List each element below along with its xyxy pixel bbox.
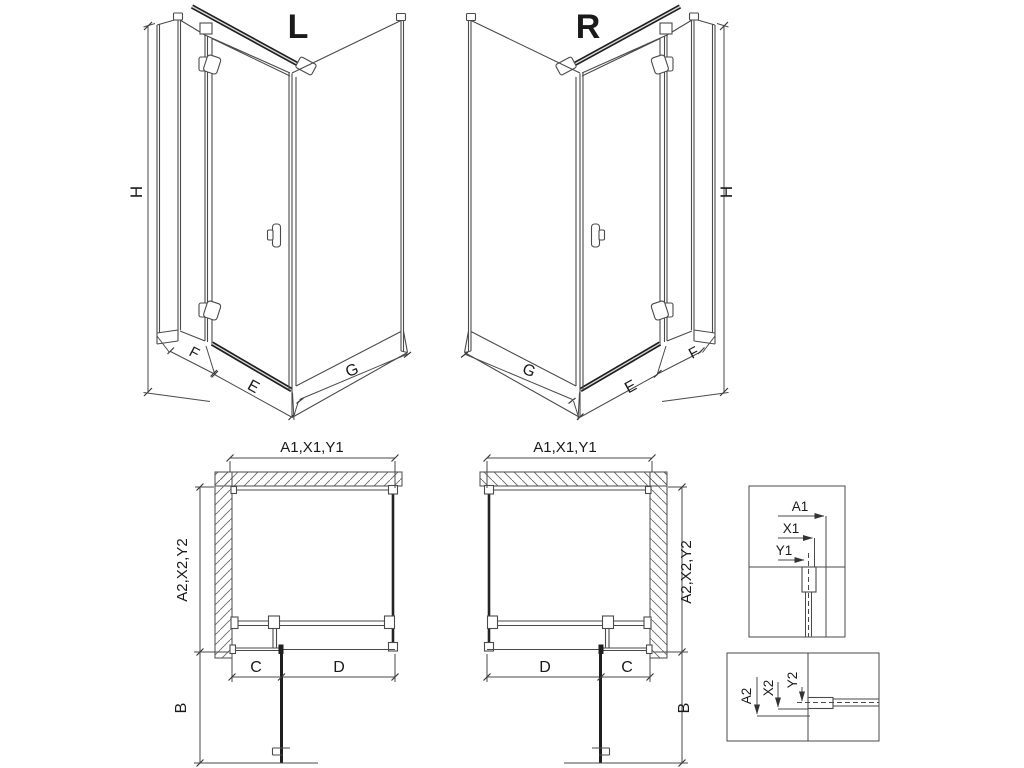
glass-section [806,592,812,637]
dim-label-b: B [676,702,693,714]
dim-label-f: F [685,343,702,363]
dim-label-e: E [622,377,640,398]
dim-label-a1: A1,X1,Y1 [280,439,344,456]
dim-label-f: F [186,343,203,363]
door-open-plan [273,650,291,763]
view-title-right: R [575,8,601,46]
dim-label-e: E [244,377,262,398]
dim-line-f [157,336,215,375]
plan-view-right [402,430,732,768]
side-panel-cap [397,14,406,21]
door-panel [199,35,292,390]
hinge-bottom [199,300,221,320]
detail-label-y1: Y1 [775,543,793,558]
dim-label-h: H [717,185,736,199]
wall-hatch-side [215,472,232,658]
door-handle [273,224,281,247]
bar-tee-connector [269,616,280,629]
dim-line-h [662,24,729,402]
detail-label-x1: X1 [782,521,800,536]
enclosure-plan-geometry [215,472,402,763]
iso-view-left [127,0,440,430]
dim-label-h: H [127,185,146,199]
detail-label-x2: X2 [761,679,776,697]
dim-label-g: G [343,360,362,382]
wall-hatch-top [215,472,402,486]
wall-profile [157,13,205,344]
dim-label-d: D [539,659,551,676]
enclosure-3d-geometry-mirrored [465,7,716,418]
dim-label-b: B [173,702,190,714]
bar-bracket [200,23,212,34]
iso-left-dimensions [144,22,412,420]
dim-label-g: G [519,360,538,382]
detail-box-bottom [725,650,883,745]
dim-label-c: C [621,659,633,676]
view-title-left: L [287,8,309,46]
detail-label-a1: A1 [791,499,809,514]
bar-end-bracket [385,616,395,629]
profile-cap [174,13,183,20]
dim-line-f [657,336,715,375]
detail-box-top [746,483,850,641]
front-fixed-edge [230,645,395,655]
fixed-glass-top [231,487,393,494]
dim-label-c: C [250,659,262,676]
dim-label-d: D [333,659,345,676]
iso-right-dimensions [461,22,729,420]
support-bar-plan [231,616,395,648]
dim-label-a1: A1,X1,Y1 [533,439,597,456]
dim-line-e [578,375,658,421]
hinge-post [205,35,212,344]
dim-label-a2: A2,X2,Y2 [174,538,191,602]
corner-post [289,73,296,390]
iso-view-right [432,0,742,430]
hinge-top [199,54,221,74]
enclosure-plan-geometry-mirrored [480,472,667,763]
dim-label-a2: A2,X2,Y2 [678,540,695,604]
detail-label-a2: A2 [739,687,754,705]
detail-label-y2: Y2 [785,671,800,689]
